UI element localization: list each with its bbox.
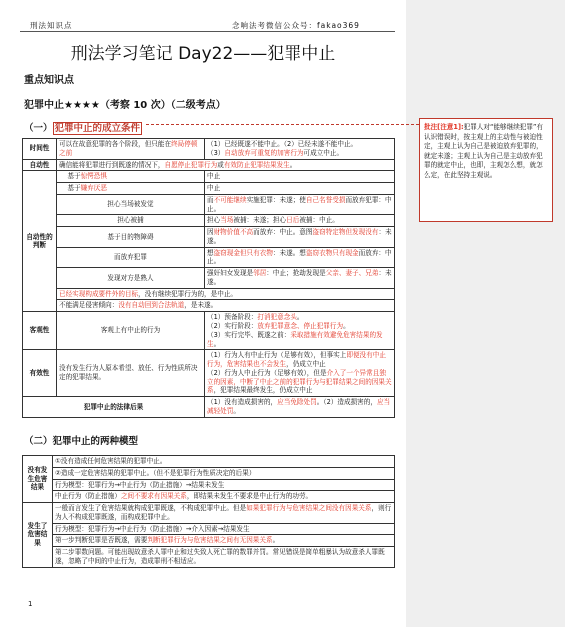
text-red: 没有自动回到合法轨道 xyxy=(118,301,185,310)
text-red: 打消犯意念头 xyxy=(257,313,297,322)
judge-val xyxy=(205,194,395,215)
section1-heading xyxy=(24,120,142,134)
table-row xyxy=(23,547,395,568)
comment-tag: 批注[注意1]: xyxy=(424,123,464,131)
text: 基于 xyxy=(67,172,81,181)
text: ，则行为人不构成犯罪既遂，而构成犯罪中止。 xyxy=(55,504,392,521)
judge-note xyxy=(57,300,395,312)
text: （1）行为人有中止行为（足够有效），但事实上 xyxy=(207,351,347,360)
comment-balloon[interactable] xyxy=(419,118,553,222)
text-red: 盗窃特定物但发现没有 xyxy=(312,228,379,237)
text-red: 判断犯罪行为与危害结果之间有无因果关系 xyxy=(147,536,273,545)
table-row xyxy=(23,479,395,491)
text: 。 xyxy=(272,536,280,545)
row-label-consequence: 犯罪中止的法律后果 xyxy=(23,397,205,418)
model-text: ①没有造成任何危害结果的犯罪中止。 xyxy=(53,456,395,468)
table-row xyxy=(23,535,395,547)
header-right: 念响法考微信公众号：fakao369 xyxy=(232,21,360,30)
text-red: 自己名誉受损 xyxy=(305,195,346,204)
text-red: 自动放弃可重复的加害行为 xyxy=(224,148,304,157)
judge-key: 担心被捕 xyxy=(57,215,205,227)
text: 强奸妇女发现是 xyxy=(207,269,254,278)
text-red: 如果犯罪行为与危害结果之间没有因果关系 xyxy=(246,504,372,513)
judge-key: 担心当场被发觉 xyxy=(57,194,205,215)
text-red: 应当减轻处罚 xyxy=(207,398,391,415)
table-row xyxy=(23,159,395,171)
section1-title-commented[interactable]: 犯罪中止的成立条件 xyxy=(54,123,141,134)
text: 。 xyxy=(289,160,297,169)
section1-prefix: （一） xyxy=(24,123,53,134)
model-label-result: 发生了危害结果 xyxy=(23,503,53,568)
header-divider xyxy=(20,31,395,32)
text: 。（2）造成损害的， xyxy=(316,398,377,407)
text: （3） xyxy=(207,148,225,157)
text-red: 嫌弃厌恶 xyxy=(80,184,107,193)
table-row xyxy=(23,467,395,479)
comment-text: 犯罪人对“能够继续犯罪”有认识错误时，按主观上的主动性与被迫性定，主观上认为自己是被迫放弃犯罪的，就定未遂；主观上认为自己是主动放弃犯罪的就定中止，也即，主观怎么想，就怎么定，在此坚持主观说。 xyxy=(424,123,544,179)
text-red: 应当免除处罚 xyxy=(277,398,317,407)
table-row xyxy=(23,247,395,268)
page-title: 刑法学习笔记 Day22——犯罪中止 xyxy=(70,44,336,64)
text: ：未遂。 xyxy=(207,269,392,286)
text: 可以在故意犯罪的各个阶段，但只能在 xyxy=(59,140,172,148)
page-number: 1 xyxy=(28,600,33,608)
judge-val xyxy=(205,215,395,227)
judge-note xyxy=(57,288,395,300)
heading-key-points: 重点知识点 xyxy=(24,75,74,86)
model-text xyxy=(53,491,395,503)
text: ：未遂。 xyxy=(207,228,392,245)
table-row xyxy=(23,312,395,350)
model-text: ②造成一定危害结果的犯罪中止。（但不是犯罪行为性质决定的后果） xyxy=(53,467,395,479)
text-red: 财物价值不高 xyxy=(213,228,254,237)
text: 担心 xyxy=(207,216,221,225)
judge-key: 发现对方是熟人 xyxy=(57,268,205,289)
text: 基于 xyxy=(67,184,81,193)
comment-connector xyxy=(146,124,419,125)
table-row xyxy=(23,227,395,248)
model-text: 行为模型：犯罪行为→中止行为（防止措施）→介入因素→结果发生 xyxy=(53,523,395,535)
judge-key xyxy=(57,171,205,183)
text: 而放弃：中止。 xyxy=(207,248,392,266)
text: 实施犯罪：未遂；使 xyxy=(246,195,306,204)
row-label-auto: 自动性 xyxy=(23,159,57,171)
table-row xyxy=(23,491,395,503)
row-label-effective: 有效性 xyxy=(23,350,57,397)
objective-stages xyxy=(205,312,395,350)
text: （1）预备阶段： xyxy=(207,313,258,322)
table-row xyxy=(23,397,395,418)
text: 可成立中止。 xyxy=(303,148,344,157)
model-text: 第二步罪数问题。可能出现故意杀人罪中止和过失致人死亡罪的数罪并罚。常见错误是简单粗暴认为故意杀人罪既遂，忽略了中间的中止行为，造成罪刑不相适应。 xyxy=(53,547,395,568)
text: （1）没有造成损害的， xyxy=(207,398,278,407)
text: ：未遂。想 xyxy=(272,248,306,257)
text: 确信能将犯罪进行到既遂的情况下， xyxy=(59,160,165,169)
text: ，犯罪结果最终发生，仍成立中止 xyxy=(213,386,313,395)
conditions-table xyxy=(22,138,395,418)
text-red: 终局停顿之前 xyxy=(59,140,198,157)
judge-val: 中止 xyxy=(205,171,395,183)
table-row xyxy=(23,215,395,227)
table-row xyxy=(23,288,395,300)
table-row xyxy=(23,194,395,215)
text: 不能满足侵害倾向： xyxy=(59,301,119,310)
row-label-judge: 自动性的判断 xyxy=(23,171,57,312)
judge-val xyxy=(205,268,395,289)
text-red: 采取措施有效避免危害结果的发生 xyxy=(207,330,383,348)
judge-val: 中止 xyxy=(205,183,395,195)
text-red: 盗窃现金但只有衣物 xyxy=(213,248,273,257)
row-label-objective: 客观性 xyxy=(23,312,57,350)
model-text xyxy=(53,535,395,547)
judge-val xyxy=(205,247,395,268)
comment-pane xyxy=(406,0,565,627)
time-desc xyxy=(57,139,205,160)
text-red: 不可能继续 xyxy=(213,195,247,204)
effective-points xyxy=(205,350,395,397)
text: 。 xyxy=(343,322,350,331)
header-left: 刑法知识点 xyxy=(30,21,73,30)
judge-key: 而放弃犯罪 xyxy=(57,247,205,268)
section2-heading: （二）犯罪中止的两种模型 xyxy=(24,436,139,447)
text: 。 xyxy=(213,339,221,348)
table-row xyxy=(23,171,395,183)
text: 而 xyxy=(207,195,214,204)
text-red: 盗窃衣物只有现金 xyxy=(305,248,359,257)
table-row xyxy=(23,183,395,195)
text: ，仍成立中止 xyxy=(286,360,326,369)
objective-desc: 客观上有中止的行为 xyxy=(57,312,205,350)
text-red: 自愿停止犯罪行为 xyxy=(164,160,218,169)
text: 中止行为（防止措施） xyxy=(55,492,121,501)
text: 被捕：未遂；担心 xyxy=(233,216,287,225)
heading-topic: 犯罪中止★★★★（考察 10 次）（二级考点） xyxy=(24,100,226,111)
text: （1）已经既遂不能中止。（2）已经未遂不能中止。 xyxy=(207,140,358,148)
model-text xyxy=(53,503,395,524)
table-row xyxy=(23,139,395,160)
text: （2）实行阶段： xyxy=(207,322,258,331)
text: 而放弃：中止。意图 xyxy=(253,228,313,237)
text: ，即结果未发生不要求是中止行为的功劳。 xyxy=(186,492,313,501)
text-red: 惊愕恐惧 xyxy=(80,172,107,181)
model-text: 行为模型：犯罪行为→中止行为（防止措施）→结果未发生 xyxy=(53,479,395,491)
table-row xyxy=(23,300,395,312)
text: ，是未遂。 xyxy=(184,301,218,310)
text-red: 当场 xyxy=(220,216,234,225)
judge-key: 基于目的物障碍 xyxy=(57,227,205,248)
text: 第一步判断犯罪是否既遂，需要 xyxy=(55,536,148,545)
table-row xyxy=(23,523,395,535)
text-red: 有效防止犯罪结果发生 xyxy=(223,160,290,169)
text: 。 xyxy=(233,406,240,415)
text-red: 邻居 xyxy=(253,269,267,278)
judge-key xyxy=(57,183,205,195)
text: （3）实行完毕、既遂之前： xyxy=(207,330,291,339)
text: ：中止；抢劫发现是 xyxy=(266,269,326,278)
text-red: 已经实现构成要件外的目标 xyxy=(59,289,139,298)
model-label-no-result: 没有发生危害结果 xyxy=(23,456,53,503)
text: ，没有继续犯罪行为的，是中止。 xyxy=(138,289,238,298)
models-table xyxy=(22,455,395,568)
table-row xyxy=(23,350,395,397)
time-rules xyxy=(205,139,395,160)
table-row xyxy=(23,456,395,468)
text: 。 xyxy=(296,313,304,322)
judge-val xyxy=(205,227,395,248)
text: （2）行为人中止行为（足够有效），但是 xyxy=(207,368,327,377)
text: 或 xyxy=(217,160,224,169)
table-row xyxy=(23,268,395,289)
text-red: 即便没有中止行为，危害结果也不会发生 xyxy=(207,351,386,369)
text: 被捕：中止。 xyxy=(299,216,339,225)
consequence-desc xyxy=(205,397,395,418)
text-red: 日后 xyxy=(286,216,300,225)
auto-desc xyxy=(57,159,395,171)
effective-desc: 没有发生行为人原本希望、放任、行为性质所决定的犯罪结果。 xyxy=(57,350,205,397)
text: 而放弃犯罪：中止。 xyxy=(207,195,392,213)
row-label-time: 时间性 xyxy=(23,139,57,160)
text: 因 xyxy=(207,228,214,237)
text-red: 之间不要求有因果关系 xyxy=(120,492,187,501)
text-red: 介入了一个异常且独立的因素，中断了中止之前的犯罪行为与犯罪结果之间的因果关系 xyxy=(207,368,392,395)
text: 想 xyxy=(207,248,214,257)
text-red: 放弃犯罪意念、停止犯罪行为 xyxy=(257,322,344,331)
text-red: 父亲、妻子、兄弟 xyxy=(325,269,379,278)
table-row xyxy=(23,503,395,524)
text: 一般而言发生了危害结果就构成犯罪既遂，不构成犯罪中止。但是 xyxy=(55,504,247,513)
